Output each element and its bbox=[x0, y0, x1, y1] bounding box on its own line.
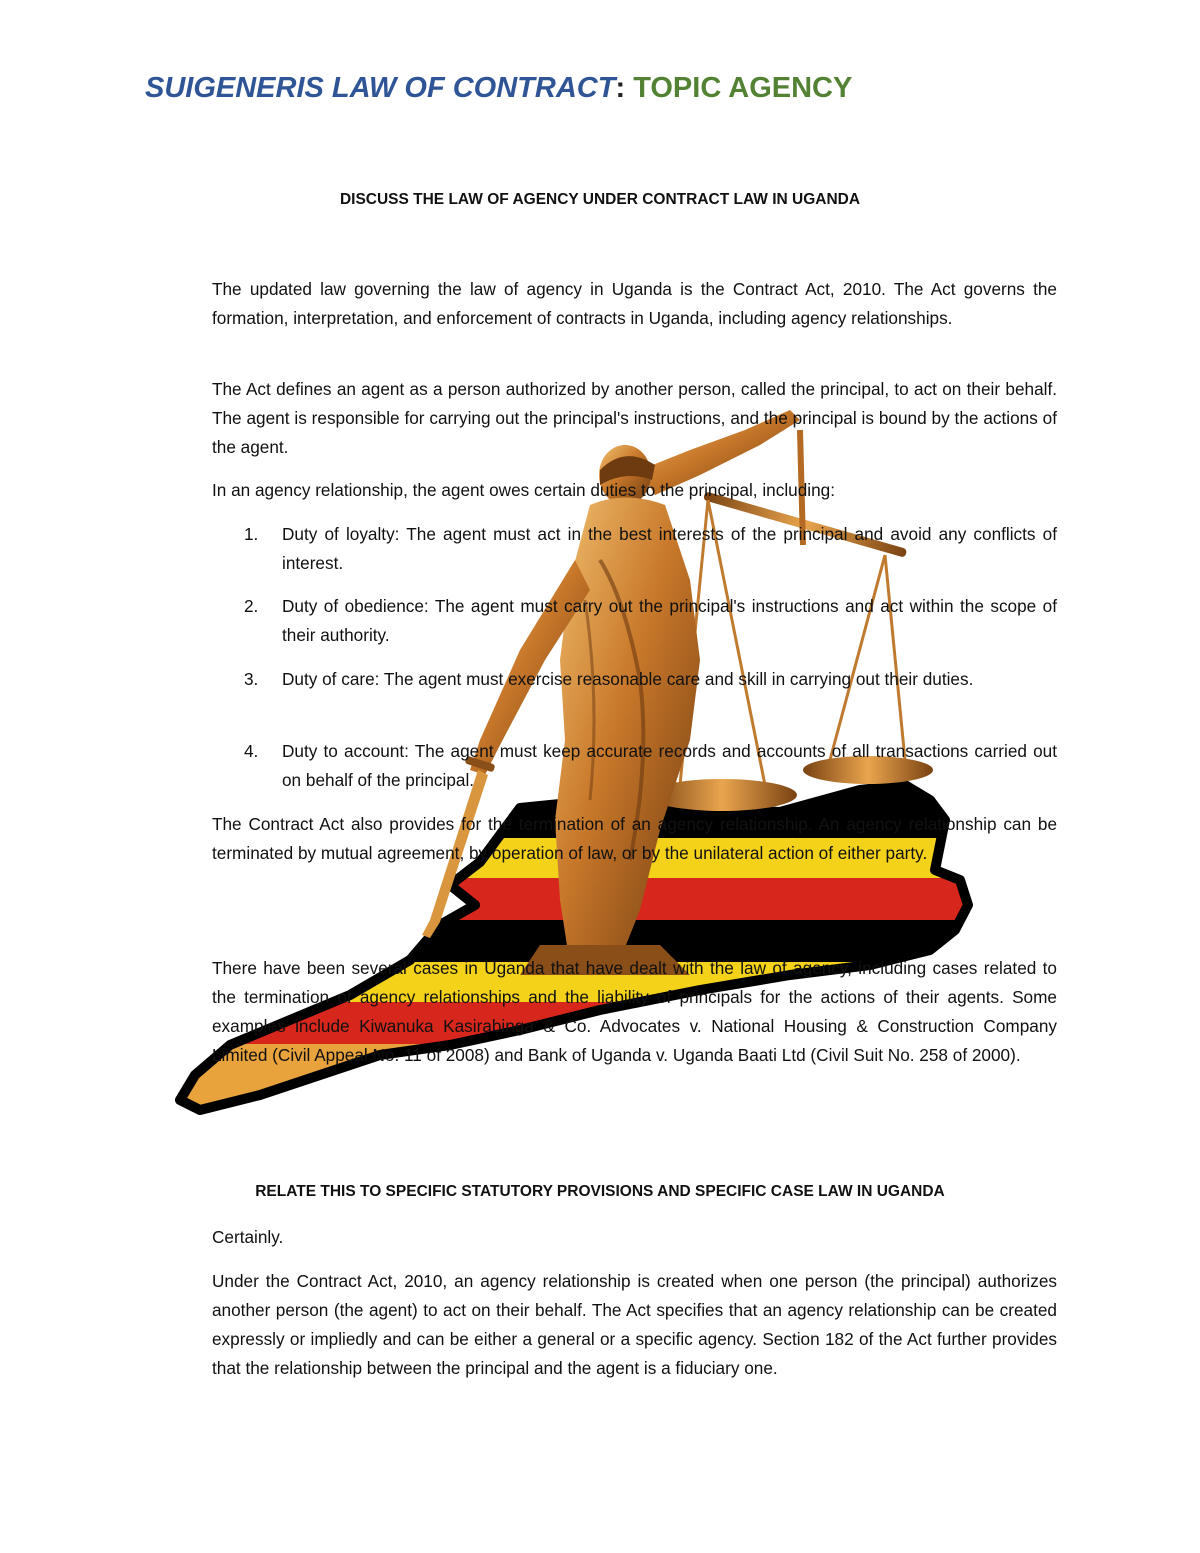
list-number: 1. bbox=[244, 524, 259, 544]
list-number: 4. bbox=[244, 741, 259, 761]
section-heading-2: RELATE THIS TO SPECIFIC STATUTORY PROVISIONS AND SPECIFIC CASE LAW IN UGANDA bbox=[255, 1183, 945, 1200]
paragraph-certainly: Certainly. bbox=[212, 1227, 284, 1247]
section-heading-1: DISCUSS THE LAW OF AGENCY UNDER CONTRACT LAW IN UGANDA bbox=[339, 191, 861, 208]
paragraph-agency-creation: Under the Contract Act, 2010, an agency relationship is created when one person (the principal) authorizes another person (the agent) to act on their behalf. The Act specifies that an agency relationship can be created expressly or impliedly and can be either a general or a specific agency. Section 182 of the Act further provides that the relationship between the principal and the agent is a fiduciary one. bbox=[212, 1271, 1057, 1378]
paragraph-cases: There have been several cases in Uganda that have dealt with the law of agency, including cases related to the termination of agency relationships and the liability of principals for the actions of their agents. Some examples include Kiwanuka Kasirabinga & Co. Advocates v. National Housing & Construction Company Limited (Civil Appeal No. 11 of 2008) and Bank of Uganda v. Uganda Baati Ltd (Civil Suit No. 258 of 2000). bbox=[212, 958, 1057, 1065]
paragraph-duties-intro: In an agency relationship, the agent owes certain duties to the principal, including: bbox=[212, 480, 835, 500]
list-text: Duty of loyalty: The agent must act in the best interests of the principal and avoid any conflicts of interest. bbox=[282, 524, 1057, 573]
list-text: Duty of obedience: The agent must carry out the principal's instructions and act within the scope of their authority. bbox=[282, 596, 1057, 645]
title-topic: TOPIC AGENCY bbox=[633, 72, 853, 104]
title-course: SUIGENERIS LAW OF CONTRACT bbox=[145, 72, 616, 104]
list-text: Duty of care: The agent must exercise reasonable care and skill in carrying out their duties. bbox=[282, 669, 974, 689]
title-separator: : bbox=[615, 72, 626, 104]
list-number: 3. bbox=[244, 669, 259, 689]
list-number: 2. bbox=[244, 596, 259, 616]
paragraph-termination: The Contract Act also provides for the termination of an agency relationship. An agency relationship can be terminated by mutual agreement, by operation of law, or by the unilateral action of either party. bbox=[212, 814, 1057, 863]
document-title bbox=[145, 72, 852, 105]
paragraph-agent-definition: The Act defines an agent as a person authorized by another person, called the principal, to act on their behalf. The agent is responsible for carrying out the principal's instructions, and the principal is bound by the actions of the agent. bbox=[212, 379, 1057, 457]
paragraph-contract-act: The updated law governing the law of agency in Uganda is the Contract Act, 2010. The Act governs the formation, interpretation, and enforcement of contracts in Uganda, including agency relationships. bbox=[212, 279, 1057, 328]
list-text: Duty to account: The agent must keep accurate records and accounts of all transactions carried out on behalf of the principal. bbox=[282, 741, 1057, 790]
